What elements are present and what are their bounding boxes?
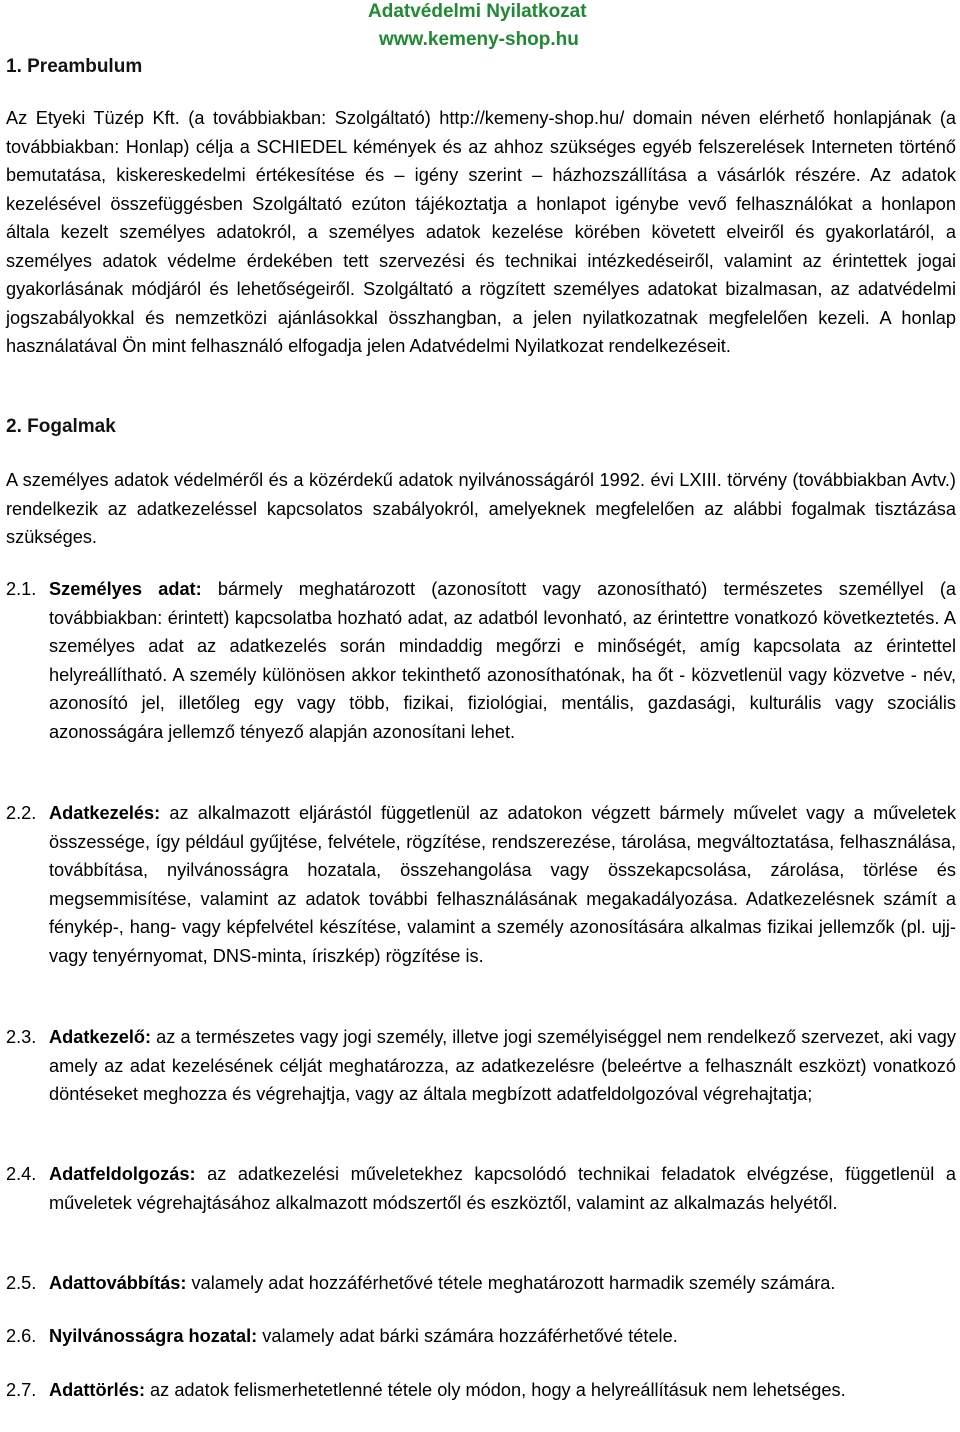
section-heading-fogalmak: 2. Fogalmak [6, 416, 116, 437]
definition-text: az adatkezelési műveletekhez kapcsolódó technikai feladatok elvégzése, függetlenül a műveletek végrehajtásához alkalmazott módszertől és eszköztől, valamint az alkalmazás helyétől. [49, 1164, 956, 1213]
definition-text: bármely meghatározott (azonosított vagy azonosítható) természetes személlyel (a továbbiakban: érintett) kapcsolatba hozható adat, az adatból levonható, az érintettre vonatkozó következtetés. A személyes adat az adatkezelés során mindaddig megőrzi e minőségét, amíg kapcsolata az érintettel helyreállítható. A személy különösen akkor tekinthető azonosíthatónak, ha őt - közvetlenül vagy közvetve - név, azonosító jel, illetőleg egy vagy több, fizikai, fiziológiai, mentális, gazdasági, kulturális vagy szociális azonosságára jellemző tényező alapján azonosítani lehet. [49, 579, 956, 742]
definition-term: Nyilvánosságra hozatal: [49, 1326, 258, 1346]
definition-item [6, 1322, 956, 1351]
definition-number: 2.3. [6, 1027, 37, 1047]
section-heading-preambulum: 1. Preambulum [6, 56, 143, 77]
definition-term: Adattovábbítás: [49, 1273, 187, 1293]
definition-number: 2.2. [6, 803, 37, 823]
definition-term: Adatkezelő: [49, 1027, 152, 1047]
definition-number: 2.4. [6, 1164, 37, 1184]
fogalmak-intro-paragraph: A személyes adatok védelméről és a közérdekű adatok nyilvánosságáról 1992. évi LXIII. törvény (továbbiakban Avtv.) rendelkezik az adatkezeléssel kapcsolatos szabályokról, amelyeknek megfelelően az alábbi fogalmak tisztázása szükséges. [6, 470, 956, 547]
definition-number: 2.6. [6, 1326, 37, 1346]
definition-item [6, 1023, 956, 1109]
definition-text: valamely adat bárki számára hozzáférhetővé tétele. [257, 1326, 678, 1346]
definition-number: 2.7. [6, 1380, 37, 1400]
website-link[interactable]: www.kemeny-shop.hu [379, 29, 579, 50]
definition-term: Adattörlés: [49, 1380, 145, 1400]
definition-number: 2.1. [6, 579, 37, 599]
definition-number: 2.5. [6, 1273, 37, 1293]
definition-text: valamely adat hozzáférhetővé tétele meghatározott harmadik személy számára. [186, 1273, 836, 1293]
definition-item [6, 575, 956, 746]
definition-item [6, 799, 956, 970]
definition-item [6, 1376, 956, 1405]
definition-text: az alkalmazott eljárástól függetlenül az adatokon végzett bármely művelet vagy a műveletek összessége, így például gyűjtése, felvétele, rögzítése, rendszerezése, tárolása, megváltoztatása, felhasználása, továbbítása, nyilvánosságra hozatala, összehangolása vagy összekapcsolása, zárolása, törlése és megsemmisítése, valamint az adatok további felhasználásának megakadályozása. Adatkezelésnek számít a fénykép-, hang- vagy képfelvétel készítése, valamint a személy azonosítására alkalmas fizikai jellemzők (pl. ujj- vagy tenyérnyomat, DNS-minta, íriszkép) rögzítése is. [49, 803, 956, 966]
definition-term: Adatfeldolgozás: [49, 1164, 196, 1184]
definition-term: Személyes adat: [49, 579, 202, 599]
preambulum-paragraph: Az Etyeki Tüzép Kft. (a továbbiakban: Szolgáltató) http://kemeny-shop.hu/ domain néven elérhető honlapjának (a továbbiakban: Honlap) célja a SCHIEDEL kémények és az ahhoz szükséges egyéb felszerelések Interneten történő bemutatása, kiskereskedelmi értékesítése és – igény szerint – házhozszállítása a vásárlók részére. Az adatok kezelésével összefüggésben Szolgáltató ezúton tájékoztatja a honlapot igénybe vevő felhasználókat a honlapon általa kezelt személyes adatokról, a személyes adatok kezelése körében követett elveiről és gyakorlatáról, a személyes adatok védelme érdekében tett szervezési és technikai intézkedéseiről, valamint az érintettek jogai gyakorlásának módjáról és lehetőségeiről. Szolgáltató a rögzített személyes adatokat bizalmasan, az adatvédelmi jogszabályokkal és nemzetközi ajánlásokkal összhangban, a jelen nyilatkozatnak megfelelően kezeli. A honlap használatával Ön mint felhasználó elfogadja jelen Adatvédelmi Nyilatkozat rendelkezéseit. [6, 108, 956, 356]
definition-body [49, 1023, 956, 1109]
definition-item [6, 1269, 956, 1298]
definition-body [49, 1160, 956, 1217]
definition-body [49, 1376, 956, 1405]
definition-item [6, 1160, 956, 1217]
definition-body [49, 1322, 956, 1351]
definition-term: Adatkezelés: [49, 803, 161, 823]
definition-text: az adatok felismerhetetlenné tétele oly módon, hogy a helyreállításuk nem lehetséges. [145, 1380, 846, 1400]
document-title: Adatvédelmi Nyilatkozat [368, 1, 587, 22]
definition-body [49, 1269, 956, 1298]
definition-body [49, 575, 956, 746]
definition-text: az a természetes vagy jogi személy, illetve jogi személyiséggel nem rendelkező szervezet, aki vagy amely az adat kezelésének célját meghatározza, az adatkezelésre (beleértve a felhasznált eszközt) vonatkozó döntéseket meghozza és végrehajtja, vagy az általa megbízott adatfeldolgozóval végrehajtatja; [49, 1027, 956, 1104]
definition-body [49, 799, 956, 970]
